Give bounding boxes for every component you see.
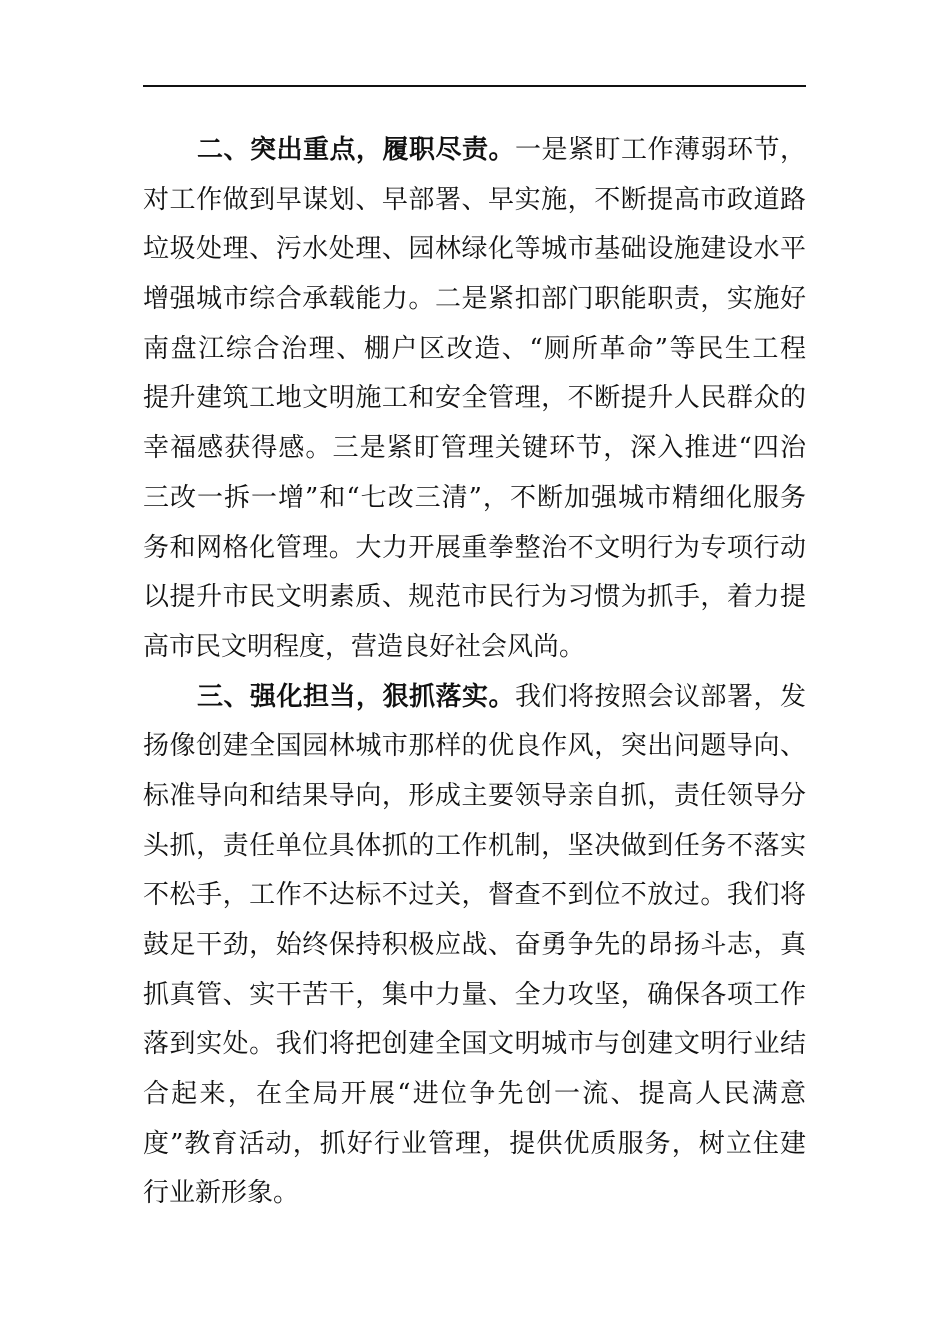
section-heading: 二、突出重点，履职尽责。	[197, 135, 515, 165]
paragraph-line	[143, 126, 806, 176]
paragraph-line: 务和网格化管理。大力开展重拳整治不文明行为专项行动	[143, 532, 806, 563]
paragraph-line: 对工作做到早谋划、早部署、早实施，不断提高市政道路	[143, 184, 806, 215]
paragraph-line: 三改一拆一增”和“七改三清”，不断加强城市精细化服务	[143, 482, 806, 513]
paragraph-line: 头抓，责任单位具体抓的工作机制，坚决做到任务不落实	[143, 830, 806, 861]
paragraph-line: 垃圾处理、污水处理、园林绿化等城市基础设施建设水平	[143, 234, 806, 265]
paragraph-line: 不松手，工作不达标不过关，督查不到位不放过。我们将	[143, 880, 806, 911]
section-heading: 三、强化担当，狠抓落实。	[197, 681, 515, 712]
paragraph-line: 南盘江综合治理、棚户区改造、“厕所革命”等民生工程	[143, 333, 806, 364]
paragraph-line: 鼓足干劲，始终保持积极应战、奋勇争先的昂扬斗志，真	[143, 930, 806, 960]
paragraph-text: 我们将按照会议部署，发	[514, 681, 806, 712]
paragraph-line: 度”教育活动，抓好行业管理，提供优质服务，树立住建	[143, 1128, 806, 1159]
paragraph-line: 扬像创建全国园林城市那样的优良作风，突出问题导向、	[143, 731, 806, 762]
paragraph-line: 行业新形象。	[143, 1178, 300, 1209]
paragraph-line: 合起来，在全局开展“进位争先创一流、提高人民满意	[143, 1079, 806, 1110]
header-rule	[143, 85, 806, 87]
paragraph-text: 一是紧盯工作薄弱环节，	[514, 135, 806, 165]
document-body	[143, 126, 806, 1219]
paragraph-line: 以提升市民文明素质、规范市民行为习惯为抓手，着力提	[143, 582, 806, 613]
paragraph-line: 幸福感获得感。三是紧盯管理关键环节，深入推进“四治	[143, 433, 806, 464]
paragraph-line: 增强城市综合承载能力。二是紧扣部门职能职责，实施好	[143, 284, 806, 315]
paragraph-line: 标准导向和结果导向，形成主要领导亲自抓，责任领导分	[143, 780, 806, 811]
paragraph-line: 提升建筑工地文明施工和安全管理，不断提升人民群众的	[143, 383, 806, 414]
paragraph-line	[143, 673, 806, 723]
paragraph-line: 高市民文明程度，营造良好社会风尚。	[143, 631, 586, 662]
paragraph-line: 抓真管、实干苦干，集中力量、全力攻坚，确保各项工作	[143, 979, 806, 1010]
paragraph-line: 落到实处。我们将把创建全国文明城市与创建文明行业结	[143, 1029, 806, 1060]
